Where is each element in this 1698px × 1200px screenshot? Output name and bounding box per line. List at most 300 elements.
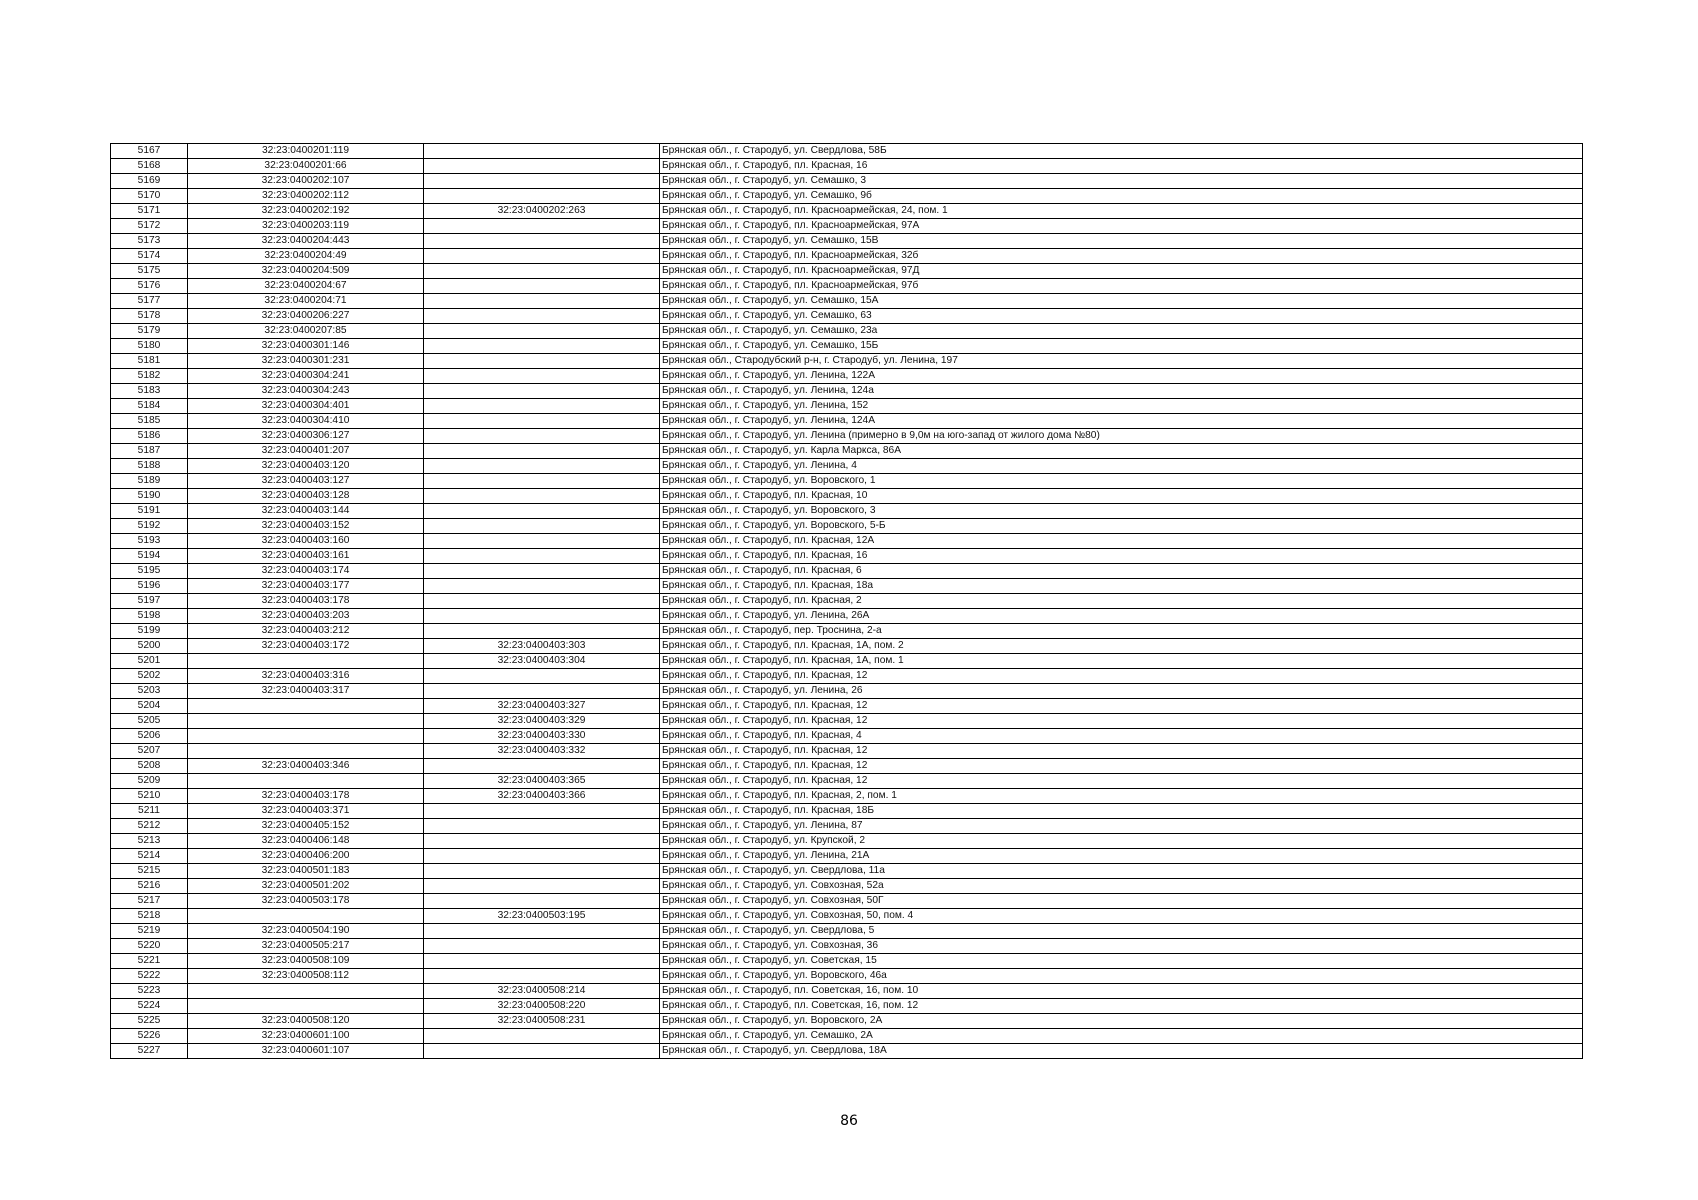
address-cell: Брянская обл., г. Стародуб, пл. Красноармейская, 97б: [660, 279, 1583, 294]
table-row: [111, 414, 1583, 429]
address-cell: Брянская обл., г. Стародуб, ул. Семашко, 2А: [660, 1029, 1583, 1044]
row-number-cell: 5226: [111, 1029, 188, 1044]
cadastral-number-cell: 32:23:0400202:112: [188, 189, 424, 204]
address-cell: Брянская обл., г. Стародуб, пл. Красная, 12: [660, 759, 1583, 774]
table-row: [111, 594, 1583, 609]
table-row: [111, 939, 1583, 954]
cadastral-number-cell: 32:23:0400304:243: [188, 384, 424, 399]
cadastral-number-cell: 32:23:0400403:127: [188, 474, 424, 489]
address-cell: Брянская обл., г. Стародуб, ул. Свердлова, 11а: [660, 864, 1583, 879]
table-row: [111, 654, 1583, 669]
row-number-cell: 5184: [111, 399, 188, 414]
cadastral-number-cell: 32:23:0400403:212: [188, 624, 424, 639]
address-cell: Брянская обл., г. Стародуб, пл. Красная, 12: [660, 699, 1583, 714]
row-number-cell: 5170: [111, 189, 188, 204]
row-number-cell: 5180: [111, 339, 188, 354]
table-row: [111, 864, 1583, 879]
address-cell: Брянская обл., г. Стародуб, ул. Карла Маркса, 86А: [660, 444, 1583, 459]
row-number-cell: 5167: [111, 144, 188, 159]
secondary-cadastral-number-cell: [424, 939, 660, 954]
secondary-cadastral-number-cell: [424, 834, 660, 849]
row-number-cell: 5210: [111, 789, 188, 804]
secondary-cadastral-number-cell: [424, 684, 660, 699]
table-row: [111, 819, 1583, 834]
secondary-cadastral-number-cell: [424, 234, 660, 249]
secondary-cadastral-number-cell: [424, 474, 660, 489]
secondary-cadastral-number-cell: [424, 534, 660, 549]
row-number-cell: 5205: [111, 714, 188, 729]
cadastral-number-cell: 32:23:0400403:203: [188, 609, 424, 624]
secondary-cadastral-number-cell: [424, 189, 660, 204]
address-cell: Брянская обл., г. Стародуб, пл. Красная, 16: [660, 159, 1583, 174]
address-cell: Брянская обл., г. Стародуб, ул. Совхозная, 36: [660, 939, 1583, 954]
address-cell: Брянская обл., г. Стародуб, ул. Семашко, 3: [660, 174, 1583, 189]
cadastral-number-cell: 32:23:0400501:183: [188, 864, 424, 879]
address-cell: Брянская обл., г. Стародуб, ул. Крупской, 2: [660, 834, 1583, 849]
cadastral-number-cell: 32:23:0400203:119: [188, 219, 424, 234]
row-number-cell: 5206: [111, 729, 188, 744]
address-cell: Брянская обл., г. Стародуб, ул. Ленина, 87: [660, 819, 1583, 834]
row-number-cell: 5202: [111, 669, 188, 684]
secondary-cadastral-number-cell: [424, 174, 660, 189]
address-cell: Брянская обл., г. Стародуб, пл. Красная, 6: [660, 564, 1583, 579]
cadastral-number-cell: 32:23:0400403:161: [188, 549, 424, 564]
row-number-cell: 5182: [111, 369, 188, 384]
table-row: [111, 789, 1583, 804]
cadastral-number-cell: 32:23:0400204:71: [188, 294, 424, 309]
table-row: [111, 999, 1583, 1014]
row-number-cell: 5208: [111, 759, 188, 774]
address-cell: Брянская обл., Стародубский р-н, г. Стародуб, ул. Ленина, 197: [660, 354, 1583, 369]
cadastral-number-cell: 32:23:0400403:178: [188, 789, 424, 804]
table-row: [111, 969, 1583, 984]
address-cell: Брянская обл., г. Стародуб, пл. Красноармейская, 24, пом. 1: [660, 204, 1583, 219]
row-number-cell: 5174: [111, 249, 188, 264]
row-number-cell: 5215: [111, 864, 188, 879]
row-number-cell: 5220: [111, 939, 188, 954]
cadastral-number-cell: 32:23:0400403:177: [188, 579, 424, 594]
row-number-cell: 5216: [111, 879, 188, 894]
cadastral-number-cell: 32:23:0400504:190: [188, 924, 424, 939]
secondary-cadastral-number-cell: [424, 549, 660, 564]
table-row: [111, 879, 1583, 894]
secondary-cadastral-number-cell: [424, 894, 660, 909]
secondary-cadastral-number-cell: 32:23:0400202:263: [424, 204, 660, 219]
address-cell: Брянская обл., г. Стародуб, пл. Советская, 16, пом. 12: [660, 999, 1583, 1014]
secondary-cadastral-number-cell: [424, 264, 660, 279]
cadastral-number-cell: 32:23:0400204:67: [188, 279, 424, 294]
address-cell: Брянская обл., г. Стародуб, ул. Ленина, 21А: [660, 849, 1583, 864]
table-row: [111, 984, 1583, 999]
secondary-cadastral-number-cell: [424, 144, 660, 159]
secondary-cadastral-number-cell: [424, 954, 660, 969]
address-cell: Брянская обл., г. Стародуб, пл. Красная, 12А: [660, 534, 1583, 549]
row-number-cell: 5225: [111, 1014, 188, 1029]
secondary-cadastral-number-cell: [424, 624, 660, 639]
table-row: [111, 729, 1583, 744]
secondary-cadastral-number-cell: [424, 879, 660, 894]
secondary-cadastral-number-cell: [424, 1029, 660, 1044]
address-cell: Брянская обл., г. Стародуб, ул. Свердлова, 58Б: [660, 144, 1583, 159]
secondary-cadastral-number-cell: [424, 924, 660, 939]
cadastral-number-cell: 32:23:0400508:109: [188, 954, 424, 969]
table-row: [111, 369, 1583, 384]
row-number-cell: 5168: [111, 159, 188, 174]
address-cell: Брянская обл., г. Стародуб, пл. Красная, 1А, пом. 2: [660, 639, 1583, 654]
row-number-cell: 5201: [111, 654, 188, 669]
address-cell: Брянская обл., г. Стародуб, пл. Красная, 10: [660, 489, 1583, 504]
table-row: [111, 219, 1583, 234]
table-row: [111, 909, 1583, 924]
row-number-cell: 5178: [111, 309, 188, 324]
row-number-cell: 5198: [111, 609, 188, 624]
secondary-cadastral-number-cell: [424, 519, 660, 534]
cadastral-number-cell: [188, 714, 424, 729]
secondary-cadastral-number-cell: 32:23:0400403:332: [424, 744, 660, 759]
table-row: [111, 894, 1583, 909]
table-row: [111, 579, 1583, 594]
registry-table-body: [111, 144, 1583, 1059]
row-number-cell: 5204: [111, 699, 188, 714]
cadastral-number-cell: 32:23:0400406:148: [188, 834, 424, 849]
secondary-cadastral-number-cell: 32:23:0400508:214: [424, 984, 660, 999]
secondary-cadastral-number-cell: [424, 864, 660, 879]
table-row: [111, 549, 1583, 564]
secondary-cadastral-number-cell: 32:23:0400403:303: [424, 639, 660, 654]
cadastral-number-cell: 32:23:0400403:172: [188, 639, 424, 654]
secondary-cadastral-number-cell: [424, 594, 660, 609]
address-cell: Брянская обл., г. Стародуб, ул. Семашко, 15В: [660, 234, 1583, 249]
cadastral-number-cell: 32:23:0400508:112: [188, 969, 424, 984]
row-number-cell: 5190: [111, 489, 188, 504]
secondary-cadastral-number-cell: [424, 819, 660, 834]
cadastral-number-cell: [188, 744, 424, 759]
table-row: [111, 489, 1583, 504]
row-number-cell: 5186: [111, 429, 188, 444]
secondary-cadastral-number-cell: [424, 804, 660, 819]
table-row: [111, 834, 1583, 849]
secondary-cadastral-number-cell: [424, 459, 660, 474]
address-cell: Брянская обл., г. Стародуб, ул. Семашко, 15А: [660, 294, 1583, 309]
cadastral-number-cell: 32:23:0400206:227: [188, 309, 424, 324]
table-row: [111, 744, 1583, 759]
address-cell: Брянская обл., г. Стародуб, ул. Семашко, 23а: [660, 324, 1583, 339]
row-number-cell: 5183: [111, 384, 188, 399]
table-row: [111, 204, 1583, 219]
table-row: [111, 324, 1583, 339]
cadastral-number-cell: 32:23:0400505:217: [188, 939, 424, 954]
address-cell: Брянская обл., г. Стародуб, ул. Советская, 15: [660, 954, 1583, 969]
table-row: [111, 339, 1583, 354]
secondary-cadastral-number-cell: [424, 444, 660, 459]
address-cell: Брянская обл., г. Стародуб, ул. Ленина, 4: [660, 459, 1583, 474]
cadastral-number-cell: 32:23:0400204:49: [188, 249, 424, 264]
cadastral-number-cell: 32:23:0400401:207: [188, 444, 424, 459]
row-number-cell: 5212: [111, 819, 188, 834]
table-row: [111, 459, 1583, 474]
row-number-cell: 5194: [111, 549, 188, 564]
address-cell: Брянская обл., г. Стародуб, пл. Красноармейская, 97Д: [660, 264, 1583, 279]
address-cell: Брянская обл., г. Стародуб, ул. Совхозная, 50, пом. 4: [660, 909, 1583, 924]
address-cell: Брянская обл., г. Стародуб, ул. Семашко, 15Б: [660, 339, 1583, 354]
row-number-cell: 5214: [111, 849, 188, 864]
cadastral-number-cell: [188, 699, 424, 714]
row-number-cell: 5222: [111, 969, 188, 984]
table-row: [111, 1029, 1583, 1044]
secondary-cadastral-number-cell: 32:23:0400403:304: [424, 654, 660, 669]
address-cell: Брянская обл., г. Стародуб, пл. Красная, 2: [660, 594, 1583, 609]
secondary-cadastral-number-cell: [424, 969, 660, 984]
row-number-cell: 5221: [111, 954, 188, 969]
address-cell: Брянская обл., г. Стародуб, ул. Семашко, 63: [660, 309, 1583, 324]
row-number-cell: 5200: [111, 639, 188, 654]
cadastral-number-cell: 32:23:0400304:401: [188, 399, 424, 414]
address-cell: Брянская обл., г. Стародуб, ул. Ленина, 122А: [660, 369, 1583, 384]
secondary-cadastral-number-cell: [424, 579, 660, 594]
row-number-cell: 5181: [111, 354, 188, 369]
page-number: 86: [840, 1113, 858, 1129]
row-number-cell: 5209: [111, 774, 188, 789]
table-row: [111, 1044, 1583, 1059]
cadastral-number-cell: 32:23:0400207:85: [188, 324, 424, 339]
row-number-cell: 5213: [111, 834, 188, 849]
cadastral-number-cell: 32:23:0400201:66: [188, 159, 424, 174]
cadastral-number-cell: [188, 909, 424, 924]
address-cell: Брянская обл., г. Стародуб, ул. Воровского, 1: [660, 474, 1583, 489]
address-cell: Брянская обл., г. Стародуб, пл. Красная, 18Б: [660, 804, 1583, 819]
row-number-cell: 5176: [111, 279, 188, 294]
address-cell: Брянская обл., г. Стародуб, пл. Красная, 12: [660, 744, 1583, 759]
cadastral-number-cell: 32:23:0400301:146: [188, 339, 424, 354]
cadastral-number-cell: 32:23:0400304:410: [188, 414, 424, 429]
address-cell: Брянская обл., г. Стародуб, ул. Воровского, 3: [660, 504, 1583, 519]
secondary-cadastral-number-cell: [424, 1044, 660, 1059]
address-cell: Брянская обл., г. Стародуб, ул. Воровского, 46а: [660, 969, 1583, 984]
table-row: [111, 144, 1583, 159]
cadastral-number-cell: 32:23:0400501:202: [188, 879, 424, 894]
table-row: [111, 159, 1583, 174]
address-cell: Брянская обл., г. Стародуб, ул. Ленина, 124А: [660, 414, 1583, 429]
address-cell: Брянская обл., г. Стародуб, ул. Совхозная, 50Г: [660, 894, 1583, 909]
row-number-cell: 5211: [111, 804, 188, 819]
secondary-cadastral-number-cell: [424, 249, 660, 264]
cadastral-number-cell: 32:23:0400301:231: [188, 354, 424, 369]
cadastral-number-cell: [188, 999, 424, 1014]
table-row: [111, 444, 1583, 459]
row-number-cell: 5189: [111, 474, 188, 489]
cadastral-number-cell: 32:23:0400508:120: [188, 1014, 424, 1029]
cadastral-number-cell: 32:23:0400503:178: [188, 894, 424, 909]
cadastral-number-cell: 32:23:0400202:192: [188, 204, 424, 219]
secondary-cadastral-number-cell: [424, 324, 660, 339]
address-cell: Брянская обл., г. Стародуб, пл. Красная, 4: [660, 729, 1583, 744]
cadastral-number-cell: 32:23:0400403:316: [188, 669, 424, 684]
address-cell: Брянская обл., г. Стародуб, пл. Красная, 12: [660, 774, 1583, 789]
cadastral-number-cell: [188, 729, 424, 744]
table-row: [111, 924, 1583, 939]
cadastral-number-cell: 32:23:0400403:152: [188, 519, 424, 534]
secondary-cadastral-number-cell: [424, 399, 660, 414]
row-number-cell: 5196: [111, 579, 188, 594]
cadastral-number-cell: [188, 654, 424, 669]
table-row: [111, 804, 1583, 819]
row-number-cell: 5219: [111, 924, 188, 939]
table-row: [111, 564, 1583, 579]
row-number-cell: 5223: [111, 984, 188, 999]
secondary-cadastral-number-cell: [424, 219, 660, 234]
address-cell: Брянская обл., г. Стародуб, пл. Красноармейская, 32б: [660, 249, 1583, 264]
secondary-cadastral-number-cell: [424, 564, 660, 579]
row-number-cell: 5193: [111, 534, 188, 549]
table-row: [111, 669, 1583, 684]
table-row: [111, 504, 1583, 519]
row-number-cell: 5227: [111, 1044, 188, 1059]
secondary-cadastral-number-cell: 32:23:0400403:366: [424, 789, 660, 804]
cadastral-number-cell: [188, 774, 424, 789]
row-number-cell: 5171: [111, 204, 188, 219]
address-cell: Брянская обл., г. Стародуб, ул. Ленина (примерно в 9,0м на юго-запад от жилого дома №80): [660, 429, 1583, 444]
row-number-cell: 5218: [111, 909, 188, 924]
address-cell: Брянская обл., г. Стародуб, ул. Семашко, 9б: [660, 189, 1583, 204]
cadastral-number-cell: 32:23:0400403:346: [188, 759, 424, 774]
table-row: [111, 519, 1583, 534]
address-cell: Брянская обл., г. Стародуб, ул. Свердлова, 5: [660, 924, 1583, 939]
table-row: [111, 279, 1583, 294]
address-cell: Брянская обл., г. Стародуб, пл. Красная, 2, пом. 1: [660, 789, 1583, 804]
cadastral-number-cell: 32:23:0400406:200: [188, 849, 424, 864]
row-number-cell: 5199: [111, 624, 188, 639]
cadastral-number-cell: 32:23:0400403:317: [188, 684, 424, 699]
property-registry-table: [110, 143, 1583, 1059]
cadastral-number-cell: 32:23:0400403:128: [188, 489, 424, 504]
cadastral-number-cell: 32:23:0400403:120: [188, 459, 424, 474]
address-cell: Брянская обл., г. Стародуб, пл. Советская, 16, пом. 10: [660, 984, 1583, 999]
table-row: [111, 234, 1583, 249]
secondary-cadastral-number-cell: [424, 339, 660, 354]
table-row: [111, 849, 1583, 864]
row-number-cell: 5195: [111, 564, 188, 579]
table-row: [111, 294, 1583, 309]
row-number-cell: 5185: [111, 414, 188, 429]
secondary-cadastral-number-cell: 32:23:0400403:327: [424, 699, 660, 714]
address-cell: Брянская обл., г. Стародуб, ул. Ленина, 26А: [660, 609, 1583, 624]
secondary-cadastral-number-cell: 32:23:0400403:365: [424, 774, 660, 789]
table-row: [111, 534, 1583, 549]
address-cell: Брянская обл., г. Стародуб, ул. Ленина, 124а: [660, 384, 1583, 399]
row-number-cell: 5175: [111, 264, 188, 279]
secondary-cadastral-number-cell: [424, 309, 660, 324]
table-row: [111, 774, 1583, 789]
secondary-cadastral-number-cell: [424, 384, 660, 399]
row-number-cell: 5224: [111, 999, 188, 1014]
cadastral-number-cell: 32:23:0400601:100: [188, 1029, 424, 1044]
secondary-cadastral-number-cell: [424, 489, 660, 504]
table-row: [111, 264, 1583, 279]
table-row: [111, 699, 1583, 714]
address-cell: Брянская обл., г. Стародуб, ул. Воровского, 5-Б: [660, 519, 1583, 534]
row-number-cell: 5172: [111, 219, 188, 234]
table-row: [111, 399, 1583, 414]
secondary-cadastral-number-cell: 32:23:0400403:330: [424, 729, 660, 744]
cadastral-number-cell: 32:23:0400601:107: [188, 1044, 424, 1059]
table-row: [111, 384, 1583, 399]
table-row: [111, 624, 1583, 639]
secondary-cadastral-number-cell: 32:23:0400503:195: [424, 909, 660, 924]
cadastral-number-cell: 32:23:0400304:241: [188, 369, 424, 384]
table-row: [111, 309, 1583, 324]
cadastral-number-cell: [188, 984, 424, 999]
table-row: [111, 639, 1583, 654]
row-number-cell: 5188: [111, 459, 188, 474]
table-row: [111, 609, 1583, 624]
cadastral-number-cell: 32:23:0400403:174: [188, 564, 424, 579]
table-row: [111, 714, 1583, 729]
cadastral-number-cell: 32:23:0400201:119: [188, 144, 424, 159]
address-cell: Брянская обл., г. Стародуб, пл. Красная, 1А, пом. 1: [660, 654, 1583, 669]
row-number-cell: 5197: [111, 594, 188, 609]
row-number-cell: 5179: [111, 324, 188, 339]
secondary-cadastral-number-cell: [424, 414, 660, 429]
address-cell: Брянская обл., г. Стародуб, ул. Совхозная, 52а: [660, 879, 1583, 894]
secondary-cadastral-number-cell: [424, 759, 660, 774]
secondary-cadastral-number-cell: [424, 159, 660, 174]
table-row: [111, 684, 1583, 699]
secondary-cadastral-number-cell: [424, 369, 660, 384]
secondary-cadastral-number-cell: [424, 294, 660, 309]
address-cell: Брянская обл., г. Стародуб, ул. Ленина, 152: [660, 399, 1583, 414]
cadastral-number-cell: 32:23:0400403:371: [188, 804, 424, 819]
table-row: [111, 174, 1583, 189]
row-number-cell: 5187: [111, 444, 188, 459]
address-cell: Брянская обл., г. Стародуб, пл. Красная, 18а: [660, 579, 1583, 594]
row-number-cell: 5203: [111, 684, 188, 699]
table-row: [111, 429, 1583, 444]
address-cell: Брянская обл., г. Стародуб, пл. Красная, 12: [660, 669, 1583, 684]
row-number-cell: 5192: [111, 519, 188, 534]
address-cell: Брянская обл., г. Стародуб, пл. Красная, 16: [660, 549, 1583, 564]
cadastral-number-cell: 32:23:0400403:178: [188, 594, 424, 609]
address-cell: Брянская обл., г. Стародуб, пер. Троснина, 2-а: [660, 624, 1583, 639]
secondary-cadastral-number-cell: [424, 429, 660, 444]
secondary-cadastral-number-cell: 32:23:0400508:231: [424, 1014, 660, 1029]
table-row: [111, 249, 1583, 264]
secondary-cadastral-number-cell: 32:23:0400508:220: [424, 999, 660, 1014]
address-cell: Брянская обл., г. Стародуб, ул. Воровского, 2А: [660, 1014, 1583, 1029]
table-row: [111, 354, 1583, 369]
cadastral-number-cell: 32:23:0400405:152: [188, 819, 424, 834]
secondary-cadastral-number-cell: [424, 504, 660, 519]
table-row: [111, 759, 1583, 774]
table-row: [111, 954, 1583, 969]
cadastral-number-cell: 32:23:0400204:509: [188, 264, 424, 279]
table-row: [111, 189, 1583, 204]
secondary-cadastral-number-cell: [424, 609, 660, 624]
address-cell: Брянская обл., г. Стародуб, ул. Ленина, 26: [660, 684, 1583, 699]
address-cell: Брянская обл., г. Стародуб, ул. Свердлова, 18А: [660, 1044, 1583, 1059]
cadastral-number-cell: 32:23:0400202:107: [188, 174, 424, 189]
cadastral-number-cell: 32:23:0400403:160: [188, 534, 424, 549]
secondary-cadastral-number-cell: [424, 279, 660, 294]
row-number-cell: 5169: [111, 174, 188, 189]
row-number-cell: 5207: [111, 744, 188, 759]
secondary-cadastral-number-cell: 32:23:0400403:329: [424, 714, 660, 729]
table-row: [111, 474, 1583, 489]
row-number-cell: 5173: [111, 234, 188, 249]
secondary-cadastral-number-cell: [424, 849, 660, 864]
table-row: [111, 1014, 1583, 1029]
row-number-cell: 5217: [111, 894, 188, 909]
cadastral-number-cell: 32:23:0400204:443: [188, 234, 424, 249]
